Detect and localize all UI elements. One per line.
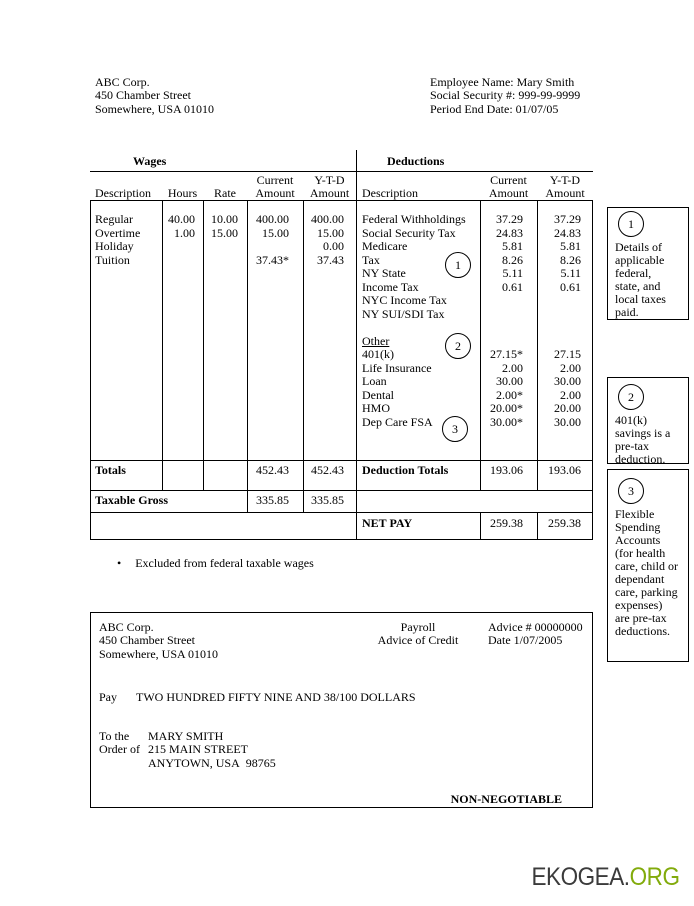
deduction-row [356,362,593,376]
deduction-current: 24.83 [496,225,523,240]
deduction-label: HMO [362,401,391,415]
deduction-row [356,294,593,308]
deduction-ytd: 2.00 [560,387,581,402]
wages-col-current: Current Amount [255,173,295,200]
pay-label: Pay [99,690,117,704]
grid-line [90,460,593,461]
annotation-marker-2: 2 [618,384,644,410]
grid-line [592,200,593,540]
deduction-ytd: 30.00 [554,374,581,388]
deduction-current: 37.29 [496,212,523,226]
wage-hours [162,240,203,254]
deduction-current [480,335,537,349]
taxable-gross-ytd: 335.85 [311,493,344,507]
wages-totals-ytd: 452.43 [311,463,344,477]
deduction-ytd [537,294,593,308]
amount-in-words: TWO HUNDRED FIFTY NINE AND 38/100 DOLLARS [136,690,416,704]
annotation-box-3 [607,469,689,662]
deduction-ytd: 30.00 [554,414,581,429]
wage-hours [162,254,203,268]
grid-line [90,512,593,513]
payee-name: MARY SMITH [148,729,224,743]
deduction-row [356,281,593,295]
deduction-row-spacer [356,321,593,335]
deduction-current: 2.00 [502,360,523,375]
deduction-ytd: 24.83 [554,225,581,240]
deduction-ytd: 0.61 [560,279,581,294]
net-pay-row [90,512,593,540]
annotation-marker-3: 3 [618,478,644,504]
deduction-label: NY State [362,266,406,280]
deduction-row [356,402,593,416]
wage-rate [203,240,247,254]
deduction-row-other-header [356,335,593,349]
payee-street: 215 MAIN STREET [148,742,248,757]
grid-line [203,200,204,490]
deduction-totals-current: 193.06 [490,463,523,477]
company-city: Somewhere, USA 01010 [95,101,214,116]
annotation-text-1: Details of applicable federal, state, and local taxes paid. [615,240,666,319]
wage-description: Tuition [95,252,130,267]
wages-col-description: Description [95,185,151,200]
wage-current: 37.43* [256,252,289,267]
deduction-ytd [537,321,593,335]
annotation-text-3: Flexible Spending Accounts (for health care, child or dependant care, parking expenses) are pre-tax deductions. [615,507,678,638]
deduction-ytd: 5.81 [560,239,581,253]
check-date: Date 1/07/2005 [488,633,563,648]
deduction-label: Medicare [362,239,408,253]
net-pay-ytd: 259.38 [548,516,581,530]
deduction-current [480,308,537,322]
company-address-block [95,76,214,116]
wage-current: 15.00 [262,225,289,240]
annotation-marker-1: 1 [618,211,644,237]
check-company-block [99,621,218,661]
wages-totals-current: 452.43 [256,463,289,477]
grid-line [480,200,481,490]
wage-ytd: 37.43 [317,252,344,267]
employee-ssn: Social Security #: 999-99-9999 [430,88,581,103]
payee-block [148,730,276,770]
wages-section-title: Wages [133,154,167,168]
grid-line [247,200,248,512]
wage-current [247,240,303,254]
deduction-label: Loan [362,374,387,388]
footnote [117,556,314,571]
deduction-current: 30.00* [490,414,523,429]
deduction-current: 5.81 [502,239,523,253]
callout-marker-1: 1 [445,252,471,278]
deduction-row [356,348,593,362]
wages-deductions-divider [356,150,357,540]
wage-row [90,227,356,241]
deduction-label: NYC Income Tax [362,293,447,307]
footnote-bullet: • [117,556,122,570]
deduction-ytd: 8.26 [560,252,581,267]
grid-line [303,200,304,512]
grid-line [162,200,163,490]
deduction-label: Dep Care FSA [362,414,433,429]
deduction-current: 0.61 [502,279,523,294]
check-company-city: Somewhere, USA 01010 [99,646,218,661]
check-type-advice: Advice of Credit [377,633,459,648]
deduction-ytd: 37.29 [554,212,581,226]
deduction-row [356,240,593,254]
wage-row [90,254,356,268]
deduction-current: 5.11 [502,266,523,280]
ekogea-logo [531,863,679,892]
payee-label-line2: Order of [99,742,140,757]
company-street: 450 Chamber Street [95,88,191,103]
taxable-gross-row [90,490,593,512]
grid-line [90,490,593,491]
taxable-gross-label: Taxable Gross [95,493,169,507]
period-end-date: Period End Date: 01/07/05 [430,101,559,116]
wages-body [90,200,356,267]
company-name: ABC Corp. [95,75,150,89]
check-company-name: ABC Corp. [99,620,154,634]
logo-text-accent: ORG [629,863,679,891]
wage-description: Holiday [95,239,134,253]
deduction-totals-ytd: 193.06 [548,463,581,477]
paystub-table [90,151,593,540]
grid-line [537,200,538,490]
logo-text-primary: EKOGEA. [530,863,630,891]
deduction-row [356,308,593,322]
grid-line [537,512,538,540]
deduction-label: NY SUI/SDI Tax [362,306,445,321]
deduction-current [480,321,537,335]
wage-hours: 1.00 [174,225,195,240]
grid-line [90,539,593,540]
deduction-row [356,213,593,227]
wages-totals-label: Totals [95,463,126,477]
deduction-current [480,294,537,308]
deduction-label: Dental [362,387,394,402]
deduction-label: Federal Withholdings [362,212,466,226]
pay-amount-line [99,690,416,705]
wage-ytd: 400.00 [311,212,344,226]
column-header-row [90,173,593,199]
deduction-row [356,254,593,268]
deduction-label: Tax [362,252,380,267]
deduction-current: 27.15* [490,347,523,361]
check-company-street: 450 Chamber Street [99,633,195,648]
net-pay-current: 259.38 [490,516,523,530]
deduction-label: Other [362,333,390,348]
grid-line [480,512,481,540]
wages-col-rate: Rate [214,185,236,200]
wages-col-ytd: Y-T-D Amount [309,173,350,200]
payee-city: ANYTOWN, USA 98765 [148,755,276,770]
deduction-label: 401(k) [362,347,394,361]
check-advice-block [488,621,583,648]
deduction-current: 30.00 [496,374,523,388]
deduction-ytd [537,308,593,322]
non-negotiable-label: NON-NEGOTIABLE [450,792,562,806]
wage-row [90,213,356,227]
wage-rate: 15.00 [211,225,238,240]
deductions-body [356,200,593,436]
wage-current: 400.00 [256,212,289,226]
deduction-current: 2.00* [496,387,523,402]
check-type-payroll: Payroll [400,620,436,634]
wage-ytd: 15.00 [317,225,344,240]
deduction-ytd: 5.11 [560,266,581,280]
deduction-row [356,416,593,430]
deduction-row [356,267,593,281]
deduction-ytd: 20.00 [554,401,581,415]
advice-number: Advice # 00000000 [488,620,583,634]
totals-row [90,460,593,490]
footnote-text: Excluded from federal taxable wages [135,556,314,570]
employee-name: Employee Name: Mary Smith [430,75,575,89]
deduction-label: Life Insurance [362,360,432,375]
wage-row [90,240,356,254]
wage-rate [203,254,247,268]
annotation-text-2: 401(k) savings is a pre-tax deduction. [615,413,671,466]
taxable-gross-current: 335.85 [256,493,289,507]
deduction-label: Income Tax [362,279,419,294]
wage-ytd: 0.00 [323,239,344,253]
wage-description: Overtime [95,225,141,240]
check-type-block [358,621,478,648]
grid-line [90,171,593,172]
annotation-box-1 [607,207,689,320]
wage-description: Regular [95,212,133,226]
net-pay-label: NET PAY [362,516,413,530]
deduction-ytd: 27.15 [554,347,581,361]
annotation-box-2 [607,377,689,464]
deductions-col-description: Description [362,185,418,200]
callout-marker-3: 3 [442,416,468,442]
deductions-col-current: Current Amount [488,173,529,200]
payee-label-block [99,730,140,757]
deduction-row [356,389,593,403]
wage-rate: 10.00 [211,212,238,226]
wages-col-hours: Hours [167,185,198,200]
deduction-row [356,227,593,241]
deduction-current: 8.26 [502,252,523,267]
check-section [90,612,593,808]
deduction-row [356,375,593,389]
grid-line [90,200,91,540]
deductions-col-ytd: Y-T-D Amount [545,173,585,200]
wage-hours: 40.00 [168,212,195,226]
deduction-totals-label: Deduction Totals [362,463,449,477]
grid-line [90,200,593,201]
deduction-label: Social Security Tax [362,225,456,240]
employee-info-block [430,76,580,116]
deduction-ytd [537,335,593,349]
deductions-section-title: Deductions [387,154,445,168]
callout-marker-2: 2 [445,333,471,359]
deduction-ytd: 2.00 [560,360,581,375]
deduction-current: 20.00* [490,401,523,415]
payee-label-line1: To the [99,729,130,743]
